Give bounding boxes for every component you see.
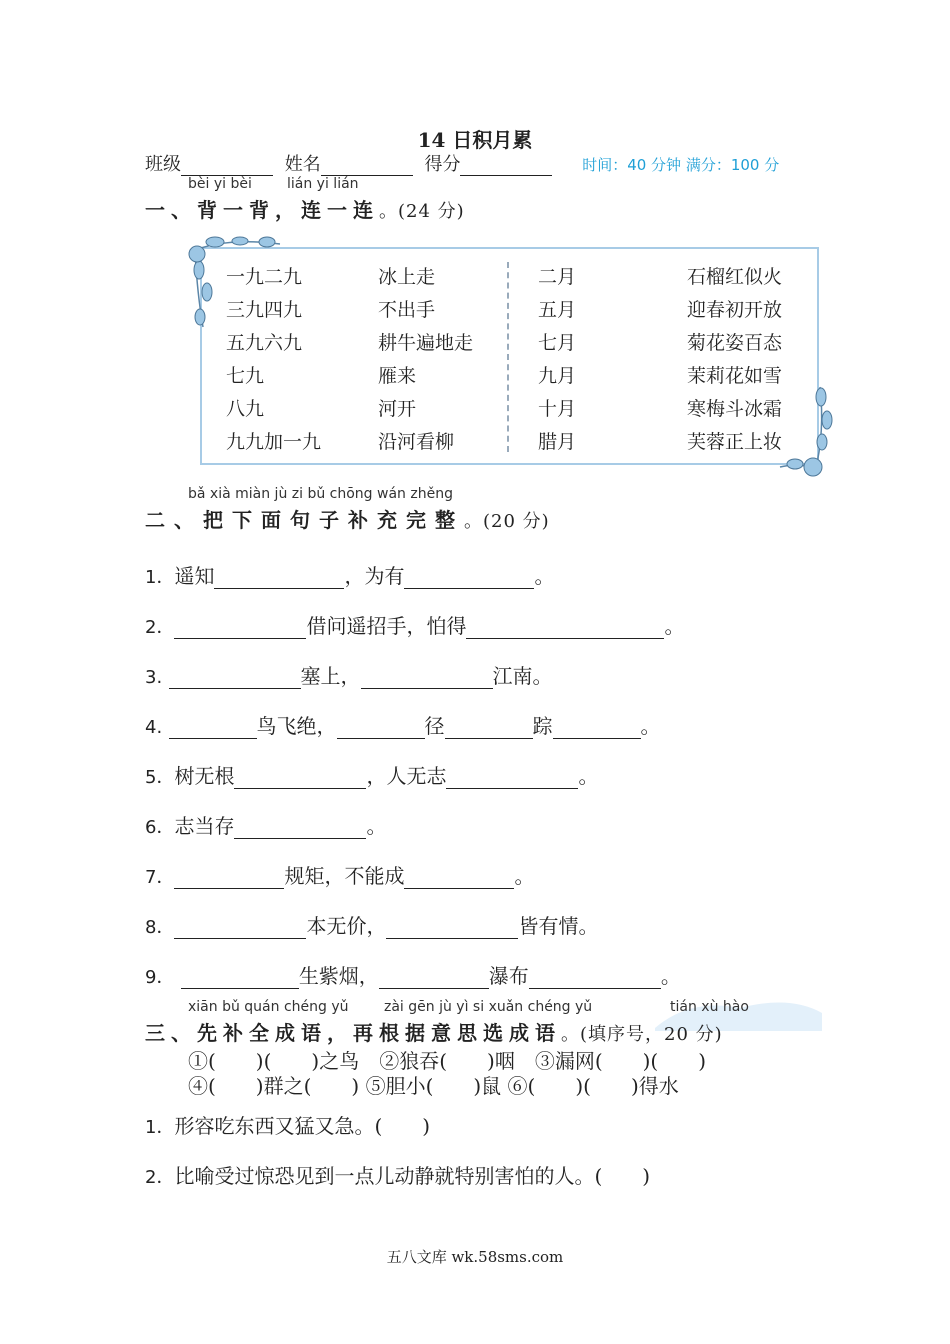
answer-blank[interactable] — [234, 818, 366, 839]
question-text: ，为有 — [344, 564, 405, 588]
right-col2-item[interactable]: 芙蓉正上妆 — [687, 431, 783, 453]
flower-decoration-bottom-right-icon — [775, 382, 835, 482]
right-col2-item[interactable]: 寒梅斗冰霜 — [687, 398, 783, 420]
question-number: 1． — [145, 1117, 175, 1138]
left-col2-item[interactable]: 冰上走 — [378, 266, 436, 288]
s2-question-1 — [145, 560, 554, 589]
question-number: 9． — [145, 967, 175, 988]
question-text: 本无价， — [306, 914, 387, 938]
question-number: 1． — [145, 567, 175, 588]
question-text[interactable]: 比喻受过惊恐见到一点儿动静就特别害怕的人。( ) — [174, 1164, 651, 1188]
answer-blank[interactable] — [174, 918, 306, 939]
right-col2-item[interactable]: 迎春初开放 — [687, 299, 783, 321]
section2-heading — [145, 504, 550, 533]
left-col1-item[interactable]: 八九 — [226, 398, 265, 420]
answer-blank[interactable] — [214, 568, 344, 589]
class-blank[interactable] — [181, 157, 273, 176]
question-text: 。 — [664, 614, 685, 638]
section1-score: 。(24 分) — [379, 201, 465, 222]
answer-blank[interactable] — [174, 868, 284, 889]
section2-score: 。(20 分) — [464, 511, 550, 532]
class-label: 班级 — [145, 154, 181, 175]
question-number: 2． — [145, 617, 175, 638]
s3-question-1 — [145, 1110, 430, 1139]
answer-blank[interactable] — [445, 718, 533, 739]
left-col1-item[interactable]: 七九 — [226, 365, 265, 387]
answer-blank[interactable] — [446, 768, 578, 789]
left-col1-item[interactable]: 三九四九 — [226, 299, 303, 321]
answer-blank[interactable] — [361, 668, 493, 689]
question-text: 志当存 — [174, 814, 235, 838]
answer-blank[interactable] — [404, 868, 514, 889]
question-text: 径 — [424, 714, 445, 738]
student-info-line — [145, 150, 779, 176]
section3-heading-text: 三、先补全成语，再根据意思选成语 — [145, 1021, 561, 1045]
answer-blank[interactable] — [466, 618, 664, 639]
s2-question-6 — [145, 810, 386, 839]
right-col1-item[interactable]: 五月 — [538, 299, 577, 321]
question-text: 树无根 — [174, 764, 235, 788]
s2-question-8 — [145, 910, 598, 939]
matching-divider — [507, 262, 509, 452]
section3-pinyin-b: zài gēn jù yì si xuǎn chéng yǔ — [384, 999, 593, 1015]
page-title: 14 日积月累 — [417, 128, 533, 152]
question-text: 生紫烟， — [298, 964, 379, 988]
question-text: 。 — [366, 814, 387, 838]
question-text: 塞上， — [300, 664, 361, 688]
question-number: 8． — [145, 917, 175, 938]
right-col1-item[interactable]: 十月 — [538, 398, 577, 420]
question-number: 7． — [145, 867, 175, 888]
footer-source: 五八文库 wk.58sms.com — [386, 1248, 564, 1266]
section3-pinyin-c: tián xù hào — [670, 999, 749, 1015]
right-col1-item[interactable]: 腊月 — [538, 431, 577, 453]
section1-heading — [145, 194, 465, 223]
idioms-line-1[interactable]: ①( )( )之鸟 ②狼吞( )咽 ③漏网( )( ) — [188, 1049, 707, 1073]
right-col1-item[interactable]: 九月 — [538, 365, 577, 387]
section1-heading-text: 一、背一背，连一连 — [145, 198, 379, 222]
s2-question-3 — [145, 660, 553, 689]
question-text[interactable]: 形容吃东西又猛又急。( ) — [174, 1114, 431, 1138]
answer-blank[interactable] — [404, 568, 534, 589]
answer-blank[interactable] — [386, 918, 518, 939]
question-text: 遥知 — [174, 564, 215, 588]
question-text: 。 — [534, 564, 555, 588]
section3-heading — [145, 1017, 723, 1046]
left-col2-item[interactable]: 耕牛遍地走 — [378, 332, 474, 354]
section3-score: 。(填序号，20 分) — [561, 1024, 723, 1045]
question-text: 。 — [514, 864, 535, 888]
left-col2-item[interactable]: 沿河看柳 — [378, 431, 455, 453]
time-limit: 时间：40 分钟 满分：100 分 — [582, 156, 780, 174]
left-col2-item[interactable]: 雁来 — [378, 365, 417, 387]
question-number: 4. — [145, 717, 163, 738]
right-col2-item[interactable]: 菊花姿百态 — [687, 332, 783, 354]
left-col1-item[interactable]: 九九加一九 — [226, 431, 322, 453]
section2-pinyin: bǎ xià miàn jù zi bǔ chōng wán zhěng — [188, 486, 453, 502]
section1-pinyin-bei: bèi yi bèi — [188, 176, 252, 192]
question-text: 。 — [640, 714, 661, 738]
score-blank[interactable] — [460, 157, 552, 176]
question-text: 。 — [578, 764, 599, 788]
answer-blank[interactable] — [169, 668, 301, 689]
right-col1-item[interactable]: 二月 — [538, 266, 577, 288]
s2-question-2 — [145, 610, 684, 639]
left-col1-item[interactable]: 五九六九 — [226, 332, 303, 354]
question-number: 3. — [145, 667, 163, 688]
answer-blank[interactable] — [181, 968, 299, 989]
question-text: 瀑布 — [488, 964, 529, 988]
s2-question-5 — [145, 760, 598, 789]
s2-question-4 — [145, 710, 661, 739]
left-col2-item[interactable]: 河开 — [378, 398, 417, 420]
right-col2-item[interactable]: 茉莉花如雪 — [687, 365, 783, 387]
s2-question-9 — [145, 960, 681, 989]
name-label: 姓名 — [284, 154, 321, 175]
right-col2-item[interactable]: 石榴红似火 — [687, 266, 783, 288]
left-col1-item[interactable]: 一九二九 — [226, 266, 303, 288]
left-col2-item[interactable]: 不出手 — [378, 299, 436, 321]
score-label: 得分 — [424, 154, 461, 175]
question-text: 踪 — [532, 714, 553, 738]
s2-question-7 — [145, 860, 534, 889]
question-text: 江南。 — [492, 664, 553, 688]
name-blank[interactable] — [321, 157, 413, 176]
section2-heading-text: 二、把下面句子补充完整 — [145, 508, 464, 532]
question-number: 2． — [145, 1167, 175, 1188]
idioms-line-2[interactable]: ④( )群之( ) ⑤胆小( )鼠 ⑥( )( )得水 — [188, 1074, 679, 1098]
answer-blank[interactable] — [234, 768, 366, 789]
answer-blank[interactable] — [174, 618, 306, 639]
answer-blank[interactable] — [337, 718, 425, 739]
question-text: 皆有情。 — [518, 914, 599, 938]
answer-blank[interactable] — [553, 718, 641, 739]
question-text: ，人无志 — [366, 764, 447, 788]
answer-blank[interactable] — [379, 968, 489, 989]
right-col1-item[interactable]: 七月 — [538, 332, 577, 354]
question-number: 6． — [145, 817, 175, 838]
question-text: 鸟飞绝， — [256, 714, 337, 738]
question-text: 借问遥招手，怕得 — [306, 614, 467, 638]
answer-blank[interactable] — [169, 718, 257, 739]
answer-blank[interactable] — [529, 968, 661, 989]
question-text: 规矩，不能成 — [284, 864, 405, 888]
section1-pinyin-lian: lián yi lián — [287, 176, 359, 192]
question-text: 。 — [660, 964, 681, 988]
s3-question-2 — [145, 1160, 650, 1189]
question-number: 5． — [145, 767, 175, 788]
section3-pinyin-a: xiān bǔ quán chéng yǔ — [188, 999, 349, 1015]
